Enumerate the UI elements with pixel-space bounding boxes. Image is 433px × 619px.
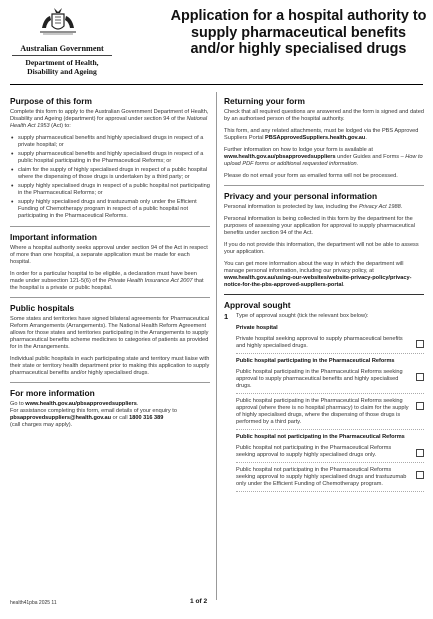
important-p2: In order for a particular hospital to be eligible, a declaration must have been made under subsection 121-5(6) of the Private Health Insurance Act 2007 that the hospital is a private or public hospital. [10, 271, 204, 291]
returning-section [224, 96, 424, 180]
more-info-p1: Go to www.health.gov.au/pbsapprovedsuppliers. For assistance completing this form, email details of your enquiry to pbsapprovedsuppliers@health.gov.au or call 1800 316 389 (call charges may apply). [10, 401, 177, 428]
section-heading: Purpose of this form [10, 96, 92, 106]
privacy-p1: Personal information is protected by law, including the Privacy Act 1988. [224, 204, 403, 210]
purpose-list [10, 135, 210, 220]
form-code: health41pba 2025 11 [10, 600, 57, 606]
section-divider [224, 294, 424, 295]
purpose-section [10, 96, 210, 220]
returning-p3: Further information on how to lodge your form is available at www.health.gov.au/pbsapprovedsuppliers under Guides and Forms – How to upload PDF forms or additional requested information. [224, 147, 423, 167]
list-item: • claim for the supply of highly specialised drugs in respect of a public hospital where the dispensing of those drugs is undertaken by a third party; or [10, 167, 210, 181]
section-divider [224, 185, 424, 186]
section-divider [10, 382, 210, 383]
option-label: Public hospital participating in the Pharmaceutical Reforms seeking approval to supply pharmaceutical benefits and highly specialised drugs. [236, 369, 403, 389]
option-group-heading: Public hospital not participating in the Pharmaceutical Reforms [236, 434, 405, 440]
list-item: • supply highly specialised drugs and trastuzumab only under the Efficient Funding of Chemotherapy program in respect of a public hospital not participating in the Pharmaceutical Reforms. [10, 199, 210, 220]
option-label: Public hospital not participating in the Pharmaceutical Reforms seeking approval to supply highly specialised drugs and trastuzumab only under the Efficient Funding of Chemotherapy program. [236, 467, 407, 487]
document-title: Application for a hospital authority to supply pharmaceutical benefits and/or highly specialised drugs [170, 8, 427, 57]
approval-option-public-participating-supply [236, 369, 424, 394]
list-item: • supply pharmaceutical benefits and highly specialised drugs in respect of a public hospital participating in the Pharmaceutical Reforms; or [10, 151, 210, 165]
question-text: Type of approval sought (tick the relevant box below): [236, 313, 369, 319]
returning-p1: Check that all required questions are answered and the form is signed and dated by an authorised person of the hospital authority. [224, 109, 424, 122]
coat-of-arms-icon [38, 6, 78, 36]
option-label: Public hospital not participating in the Pharmaceutical Reforms seeking approval to supply highly specialised drugs only. [236, 445, 392, 458]
section-heading: Important information [10, 232, 98, 242]
privacy-p4: You can get more information about the way in which the department will manage personal information, including our privacy policy, at www.health.gov.au/using-our-websites/website-privacy-policy/privacy-notice-for-the-pbs-approved-suppliers-portal. [224, 261, 412, 288]
option-group-heading: Private hospital [236, 325, 278, 331]
option-checkbox[interactable] [416, 449, 424, 457]
more-info-section [10, 388, 210, 429]
privacy-section [224, 191, 424, 289]
approval-option-public-nonparticipating-hsd [236, 445, 424, 463]
privacy-p3: If you do not provide this information, the department will not be able to assess your application. [224, 242, 419, 255]
section-heading: Approval sought [224, 300, 291, 310]
department-name: Department of Health, Disability and Ageing [12, 55, 112, 76]
section-heading: For more information [10, 388, 95, 398]
public-hospitals-p1: Some states and territories have signed bilateral agreements for Pharmaceutical Reform Arrangements (Arrangements). The National Health Reform Agreement allows for those states and territories participating in the Arrangements to supply pharmaceutical benefits scheme medicines to categories of patients as provided for in the Arrangements. [10, 316, 209, 350]
purpose-intro: Complete this form to apply to the Australian Government Department of Health, Disability and Ageing (department) for approval under section 94 of the National Health Act 1953 (Act) to: [10, 109, 209, 129]
approval-option-private [236, 336, 424, 354]
returning-p4: Please do not email your form as emailed forms will not be processed. [224, 173, 398, 179]
lodge-info-link[interactable]: www.health.gov.au/pbsapprovedsuppliers [224, 154, 336, 160]
email-link[interactable]: pbsapprovedsuppliers@health.gov.au [10, 415, 112, 421]
approval-option-public-nonparticipating-efc [236, 467, 424, 492]
column-divider [216, 92, 217, 600]
header-divider [10, 84, 423, 85]
public-hospitals-section [10, 303, 210, 377]
section-heading: Public hospitals [10, 303, 75, 313]
section-divider [10, 297, 210, 298]
info-link[interactable]: www.health.gov.au/pbsapprovedsuppliers [25, 401, 137, 407]
section-divider [10, 226, 210, 227]
returning-p2: This form, and any related attachments, must be lodged via the PBS Approved Suppliers Portal PBSApprovedSuppliers.health.gov.au. [224, 128, 419, 141]
option-label: Public hospital participating in the Pharmaceutical Reforms seeking approval (where there is no hospital pharmacy) to claim for the supply of highly specialised drugs, where the dispensing of those drugs is performed by a third party. [236, 398, 409, 425]
option-checkbox[interactable] [416, 402, 424, 410]
right-column [224, 96, 424, 496]
privacy-policy-link[interactable]: www.health.gov.au/using-our-websites/website-privacy-policy/privacy-notice-for-the-pbs-approved-suppliers-portal [224, 275, 412, 288]
option-group-heading: Public hospital participating in the Pharmaceutical Reforms [236, 358, 395, 364]
option-checkbox[interactable] [416, 471, 424, 479]
important-p1: Where a hospital authority seeks approval under section 94 of the Act in respect of more than one hospital, a separate application must be made for each hospital. [10, 245, 208, 265]
question-number: 1 [224, 312, 229, 321]
option-checkbox[interactable] [416, 373, 424, 381]
option-checkbox[interactable] [416, 340, 424, 348]
approval-section [224, 300, 424, 492]
list-item: • supply pharmaceutical benefits and highly specialised drugs in respect of a private hospital; or [10, 135, 210, 149]
approval-option-public-participating-third-party [236, 398, 424, 430]
left-column [10, 96, 210, 434]
public-hospitals-p2: Individual public hospitals in each participating state and territory must liaise with their state or territory health department prior to making this application to supply pharmaceutical benefits and/or highly specialised drugs. [10, 356, 210, 376]
page-number: 1 of 2 [190, 598, 208, 605]
privacy-p2: Personal information is being collected in this form by the department for the purposes of assessing your application for approval to supply pharmaceutical benefits under section 94 of the Act. [224, 216, 415, 236]
phone-number: 1800 316 389 [129, 415, 164, 421]
portal-link[interactable]: PBSApprovedSuppliers.health.gov.au [265, 135, 366, 141]
page-header [0, 0, 433, 84]
government-name: Australian Government [20, 44, 104, 53]
option-label: Private hospital seeking approval to supply pharmaceutical benefits and highly specialised drugs. [236, 336, 403, 349]
question-1 [224, 313, 424, 320]
section-heading: Returning your form [224, 96, 305, 106]
list-item: • supply highly specialised drugs in respect of a public hospital not participating in the Pharmaceutical Reforms; or [10, 183, 210, 197]
important-section [10, 232, 210, 292]
section-heading: Privacy and your personal information [224, 191, 378, 201]
